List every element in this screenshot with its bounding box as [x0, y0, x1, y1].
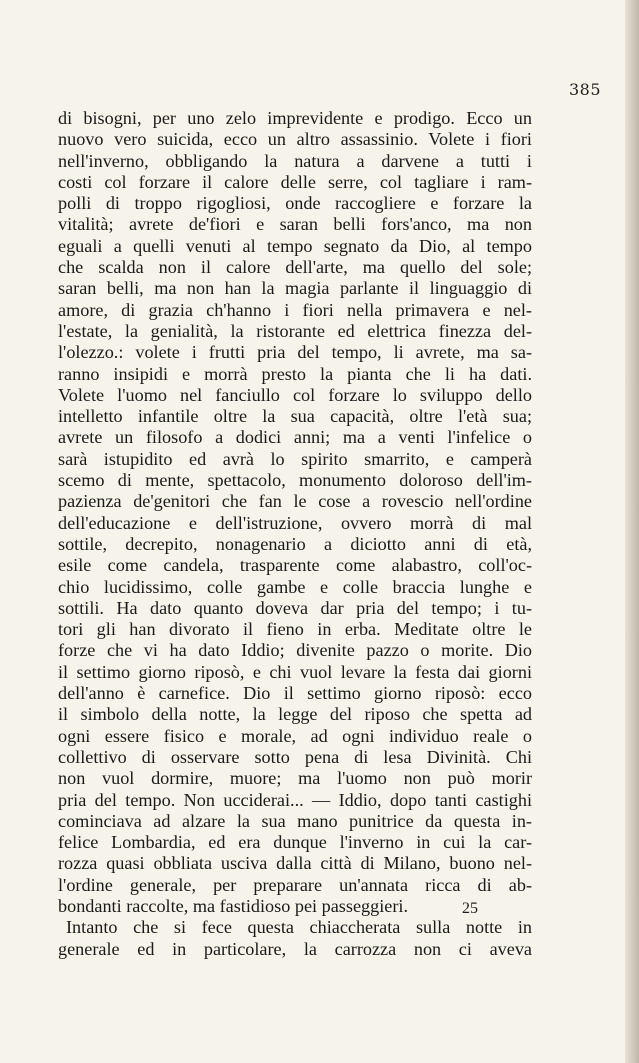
- text-line: esile come candela, trasparente come alabastro, coll'oc-: [58, 555, 532, 576]
- text-line: rozza quasi obbliata usciva dalla città di Milano, buono nel-: [58, 853, 532, 874]
- text-line: generale ed in particolare, la carrozza non ci aveva: [58, 938, 532, 959]
- text-line: forze che vi ha dato Iddio; divenite pazzo o morite. Dio: [58, 640, 532, 661]
- text-line: l'ordine generale, per preparare un'annata ricca di ab-: [58, 874, 532, 895]
- text-line: che scalda non il calore dell'arte, ma quello del sole;: [58, 257, 532, 278]
- text-line: pria del tempo. Non ucciderai... — Iddio, dopo tanti castighi: [58, 789, 532, 810]
- text-line: nuovo vero suicida, ecco un altro assassinio. Volete i fiori: [58, 129, 532, 150]
- text-line: Intanto che si fece questa chiaccherata sulla notte in: [66, 917, 532, 938]
- text-line: bondanti raccolte, ma fastidioso pei passeggieri.: [58, 895, 409, 916]
- text-line: eguali a quelli venuti al tempo segnato da Dio, al tempo: [58, 235, 532, 256]
- text-line: scemo di mente, spettacolo, monumento doloroso dell'im-: [58, 470, 532, 491]
- text-line: intelletto infantile oltre la sua capacità, oltre l'età sua;: [58, 406, 532, 427]
- text-line: Volete l'uomo nel fanciullo col forzare lo sviluppo dello: [58, 384, 532, 405]
- text-line: ranno insipidi e morrà presto la pianta che li ha dati.: [58, 363, 532, 384]
- text-line: amore, di grazia ch'hanno i fiori nella primavera e nel-: [58, 299, 532, 320]
- text-line: tori gli han divorato il fieno in erba. Meditate oltre le: [58, 619, 532, 640]
- text-line: dell'educazione e dell'istruzione, ovvero morrà di mal: [58, 512, 532, 533]
- text-line: sottili. Ha dato quanto doveva dar pria del tempo; i tu-: [58, 597, 532, 618]
- text-line: costi col forzare il calore delle serre, col tagliare i ram-: [58, 171, 532, 192]
- text-line: vitalità; avrete de'fiori e saran belli fors'anco, ma non: [58, 214, 532, 235]
- text-line: sarà istupidito ed avrà lo spirito smarrito, e camperà: [58, 448, 532, 469]
- text-line: polli di troppo rigogliosi, onde raccogliere e forzare la: [58, 193, 532, 214]
- text-line: collettivo di osservare sotto pena di lesa Divinità. Chi: [58, 746, 532, 767]
- text-line: l'estate, la genialità, la ristorante ed elettrica finezza del-: [58, 320, 532, 341]
- text-line: l'olezzo.: volete i frutti pria del tempo, li avrete, ma sa-: [58, 342, 532, 363]
- text-line: nell'inverno, obbligando la natura a darvene a tutti i: [58, 150, 532, 171]
- body-text: [58, 108, 532, 960]
- text-line: pazienza de'genitori che fan le cose a rovescio nell'ordine: [58, 491, 532, 512]
- signature-mark: 25: [462, 900, 478, 917]
- text-line: chio lucidissimo, colle gambe e colle braccia lunghe e: [58, 576, 532, 597]
- text-line: saran belli, ma non han la magia parlante il linguaggio di: [58, 278, 532, 299]
- text-line: cominciava ad alzare la sua mano punitrice da questa in-: [58, 810, 532, 831]
- text-line: di bisogni, per uno zelo imprevidente e prodigo. Ecco un: [58, 108, 532, 128]
- text-line: non vuol dormire, muore; ma l'uomo non può morir: [58, 768, 532, 789]
- text-line: avrete un filosofo a dodici anni; ma a venti l'infelice o: [58, 427, 532, 448]
- text-line: ogni essere fisico e morale, ad ogni individuo reale o: [58, 725, 532, 746]
- text-line: dell'anno è carnefice. Dio il settimo giorno riposò: ecco: [58, 683, 532, 704]
- text-line: sottile, decrepito, nonagenario a diciotto anni di età,: [58, 533, 532, 554]
- text-line: il simbolo della notte, la legge del riposo che spetta ad: [58, 704, 532, 725]
- text-line: il settimo giorno riposò, e chi vuol levare la festa dai giorni: [58, 661, 532, 682]
- page-number: 385: [568, 80, 601, 99]
- page-gutter-shadow: [625, 0, 639, 1063]
- text-line: felice Lombardia, ed era dunque l'inverno in cui la car-: [58, 832, 532, 853]
